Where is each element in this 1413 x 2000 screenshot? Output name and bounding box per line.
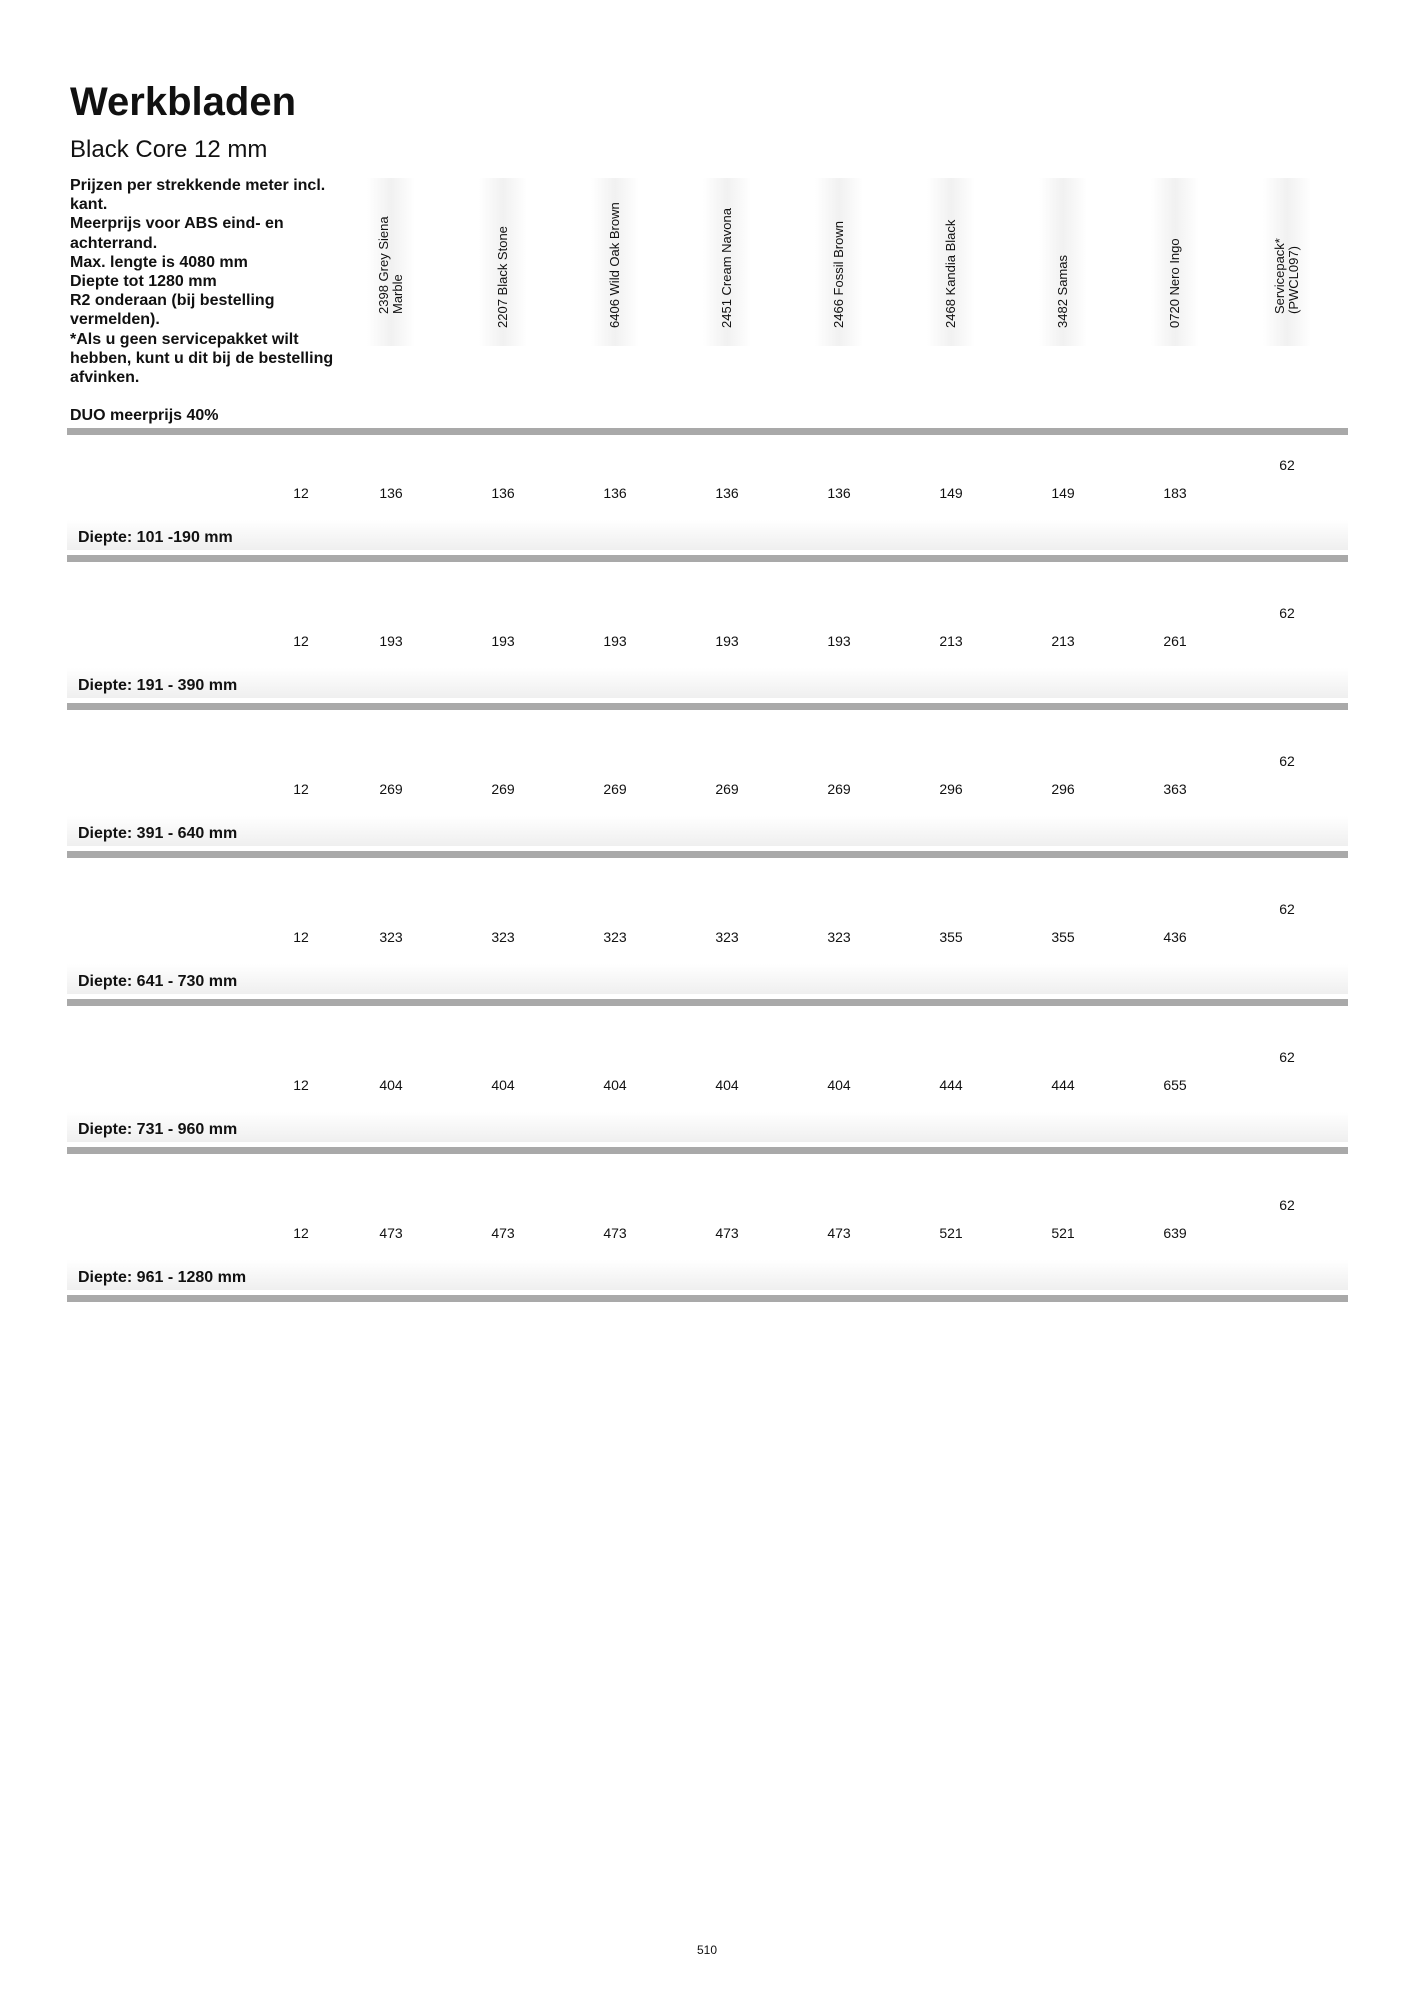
price-cell: 639: [1163, 1225, 1187, 1241]
note-line: R2 onderaan (bij bestelling vermelden).: [70, 292, 275, 329]
depth-band: [67, 816, 1348, 846]
column-header-label: 2207 Black Stone: [495, 226, 510, 328]
depth-label: Diepte: 101 -190 mm: [78, 529, 233, 546]
price-cell: 193: [827, 633, 851, 649]
price-cell: 269: [827, 781, 851, 797]
price-cell: 296: [1051, 781, 1075, 797]
price-cell: 473: [715, 1225, 739, 1241]
servicepack-price: 62: [1279, 457, 1295, 473]
price-cell: 355: [1051, 929, 1075, 945]
depth-label: Diepte: 641 - 730 mm: [78, 973, 238, 990]
column-header: [703, 178, 751, 346]
price-cell: 444: [939, 1077, 963, 1093]
depth-band: [67, 1260, 1348, 1290]
table-divider: [67, 999, 1348, 1006]
table-divider: [67, 703, 1348, 710]
note-line: Max. lengte is 4080 mm: [70, 253, 248, 271]
price-cell: 521: [939, 1225, 963, 1241]
servicepack-price: 62: [1279, 1049, 1295, 1065]
price-notes: [70, 176, 350, 387]
servicepack-price: 62: [1279, 605, 1295, 621]
price-cell: 183: [1163, 485, 1187, 501]
price-cell: 404: [603, 1077, 627, 1093]
servicepack-price: 62: [1279, 753, 1295, 769]
price-cell: 436: [1163, 929, 1187, 945]
column-header-label: 0720 Nero Ingo: [1167, 238, 1182, 328]
price-cell: 355: [939, 929, 963, 945]
price-cell: 136: [715, 485, 739, 501]
price-cell: 149: [1051, 485, 1075, 501]
table-divider: [67, 428, 1348, 435]
column-header: [1263, 178, 1311, 346]
price-cell: 261: [1163, 633, 1187, 649]
column-header: [591, 178, 639, 346]
price-cell: 136: [603, 485, 627, 501]
price-cell: 193: [379, 633, 403, 649]
column-header: [1151, 178, 1199, 346]
depth-band: [67, 1112, 1348, 1142]
depth-label: Diepte: 391 - 640 mm: [78, 825, 238, 842]
note-line: Meerprijs voor ABS eind- en achterrand.: [70, 215, 284, 252]
price-cell: 404: [715, 1077, 739, 1093]
price-cell: 473: [491, 1225, 515, 1241]
price-cell: 473: [603, 1225, 627, 1241]
thickness-cell: 12: [293, 781, 309, 797]
price-cell: 269: [603, 781, 627, 797]
column-header: [927, 178, 975, 346]
table-divider: [67, 1295, 1348, 1302]
thickness-cell: 12: [293, 633, 309, 649]
price-cell: 404: [379, 1077, 403, 1093]
depth-label: Diepte: 731 - 960 mm: [78, 1121, 238, 1138]
depth-band: [67, 964, 1348, 994]
depth-label: Diepte: 191 - 390 mm: [78, 677, 238, 694]
price-cell: 136: [379, 485, 403, 501]
thickness-cell: 12: [293, 1225, 309, 1241]
thickness-cell: 12: [293, 1077, 309, 1093]
price-cell: 473: [379, 1225, 403, 1241]
table-divider: [67, 555, 1348, 562]
column-header: [1039, 178, 1087, 346]
depth-band: [67, 520, 1348, 550]
duo-surcharge: DUO meerprijs 40%: [70, 407, 219, 424]
price-cell: 363: [1163, 781, 1187, 797]
column-header-label: 2466 Fossil Brown: [831, 221, 846, 328]
price-cell: 193: [715, 633, 739, 649]
column-header-label: 2398 Grey Siena Marble: [376, 216, 405, 314]
price-cell: 269: [715, 781, 739, 797]
column-header: [367, 178, 415, 346]
table-divider: [67, 851, 1348, 858]
note-line: Prijzen per strekkende meter incl. kant.: [70, 177, 326, 214]
price-cell: 136: [491, 485, 515, 501]
servicepack-price: 62: [1279, 1197, 1295, 1213]
price-cell: 323: [827, 929, 851, 945]
page-subtitle: Black Core 12 mm: [70, 136, 268, 163]
depth-band: [67, 668, 1348, 698]
price-cell: 323: [603, 929, 627, 945]
price-cell: 404: [827, 1077, 851, 1093]
price-cell: 193: [603, 633, 627, 649]
page-title: Werkbladen: [70, 80, 296, 124]
price-cell: 521: [1051, 1225, 1075, 1241]
column-header: [479, 178, 527, 346]
note-line: Diepte tot 1280 mm: [70, 273, 217, 291]
price-cell: 444: [1051, 1077, 1075, 1093]
price-cell: 136: [827, 485, 851, 501]
price-cell: 149: [939, 485, 963, 501]
table-divider: [67, 1147, 1348, 1154]
column-header-label: 6406 Wild Oak Brown: [607, 202, 622, 328]
price-cell: 269: [491, 781, 515, 797]
column-header-label: Servicepack* (PWCL097): [1272, 238, 1301, 314]
price-cell: 296: [939, 781, 963, 797]
column-header: [815, 178, 863, 346]
thickness-cell: 12: [293, 929, 309, 945]
price-cell: 473: [827, 1225, 851, 1241]
column-header-label: 2451 Cream Navona: [719, 208, 734, 328]
price-cell: 213: [1051, 633, 1075, 649]
price-cell: 323: [379, 929, 403, 945]
thickness-cell: 12: [293, 485, 309, 501]
price-cell: 269: [379, 781, 403, 797]
page-number: 510: [696, 1943, 718, 1957]
price-cell: 323: [491, 929, 515, 945]
depth-label: Diepte: 961 - 1280 mm: [78, 1269, 247, 1286]
column-header-label: 3482 Samas: [1055, 255, 1070, 328]
note-line: *Als u geen servicepakket wilt hebben, kunt u dit bij de bestelling afvinken.: [70, 330, 334, 387]
price-cell: 193: [491, 633, 515, 649]
servicepack-price: 62: [1279, 901, 1295, 917]
price-cell: 213: [939, 633, 963, 649]
price-cell: 323: [715, 929, 739, 945]
column-header-label: 2468 Kandia Black: [943, 219, 958, 328]
price-cell: 655: [1163, 1077, 1187, 1093]
price-cell: 404: [491, 1077, 515, 1093]
